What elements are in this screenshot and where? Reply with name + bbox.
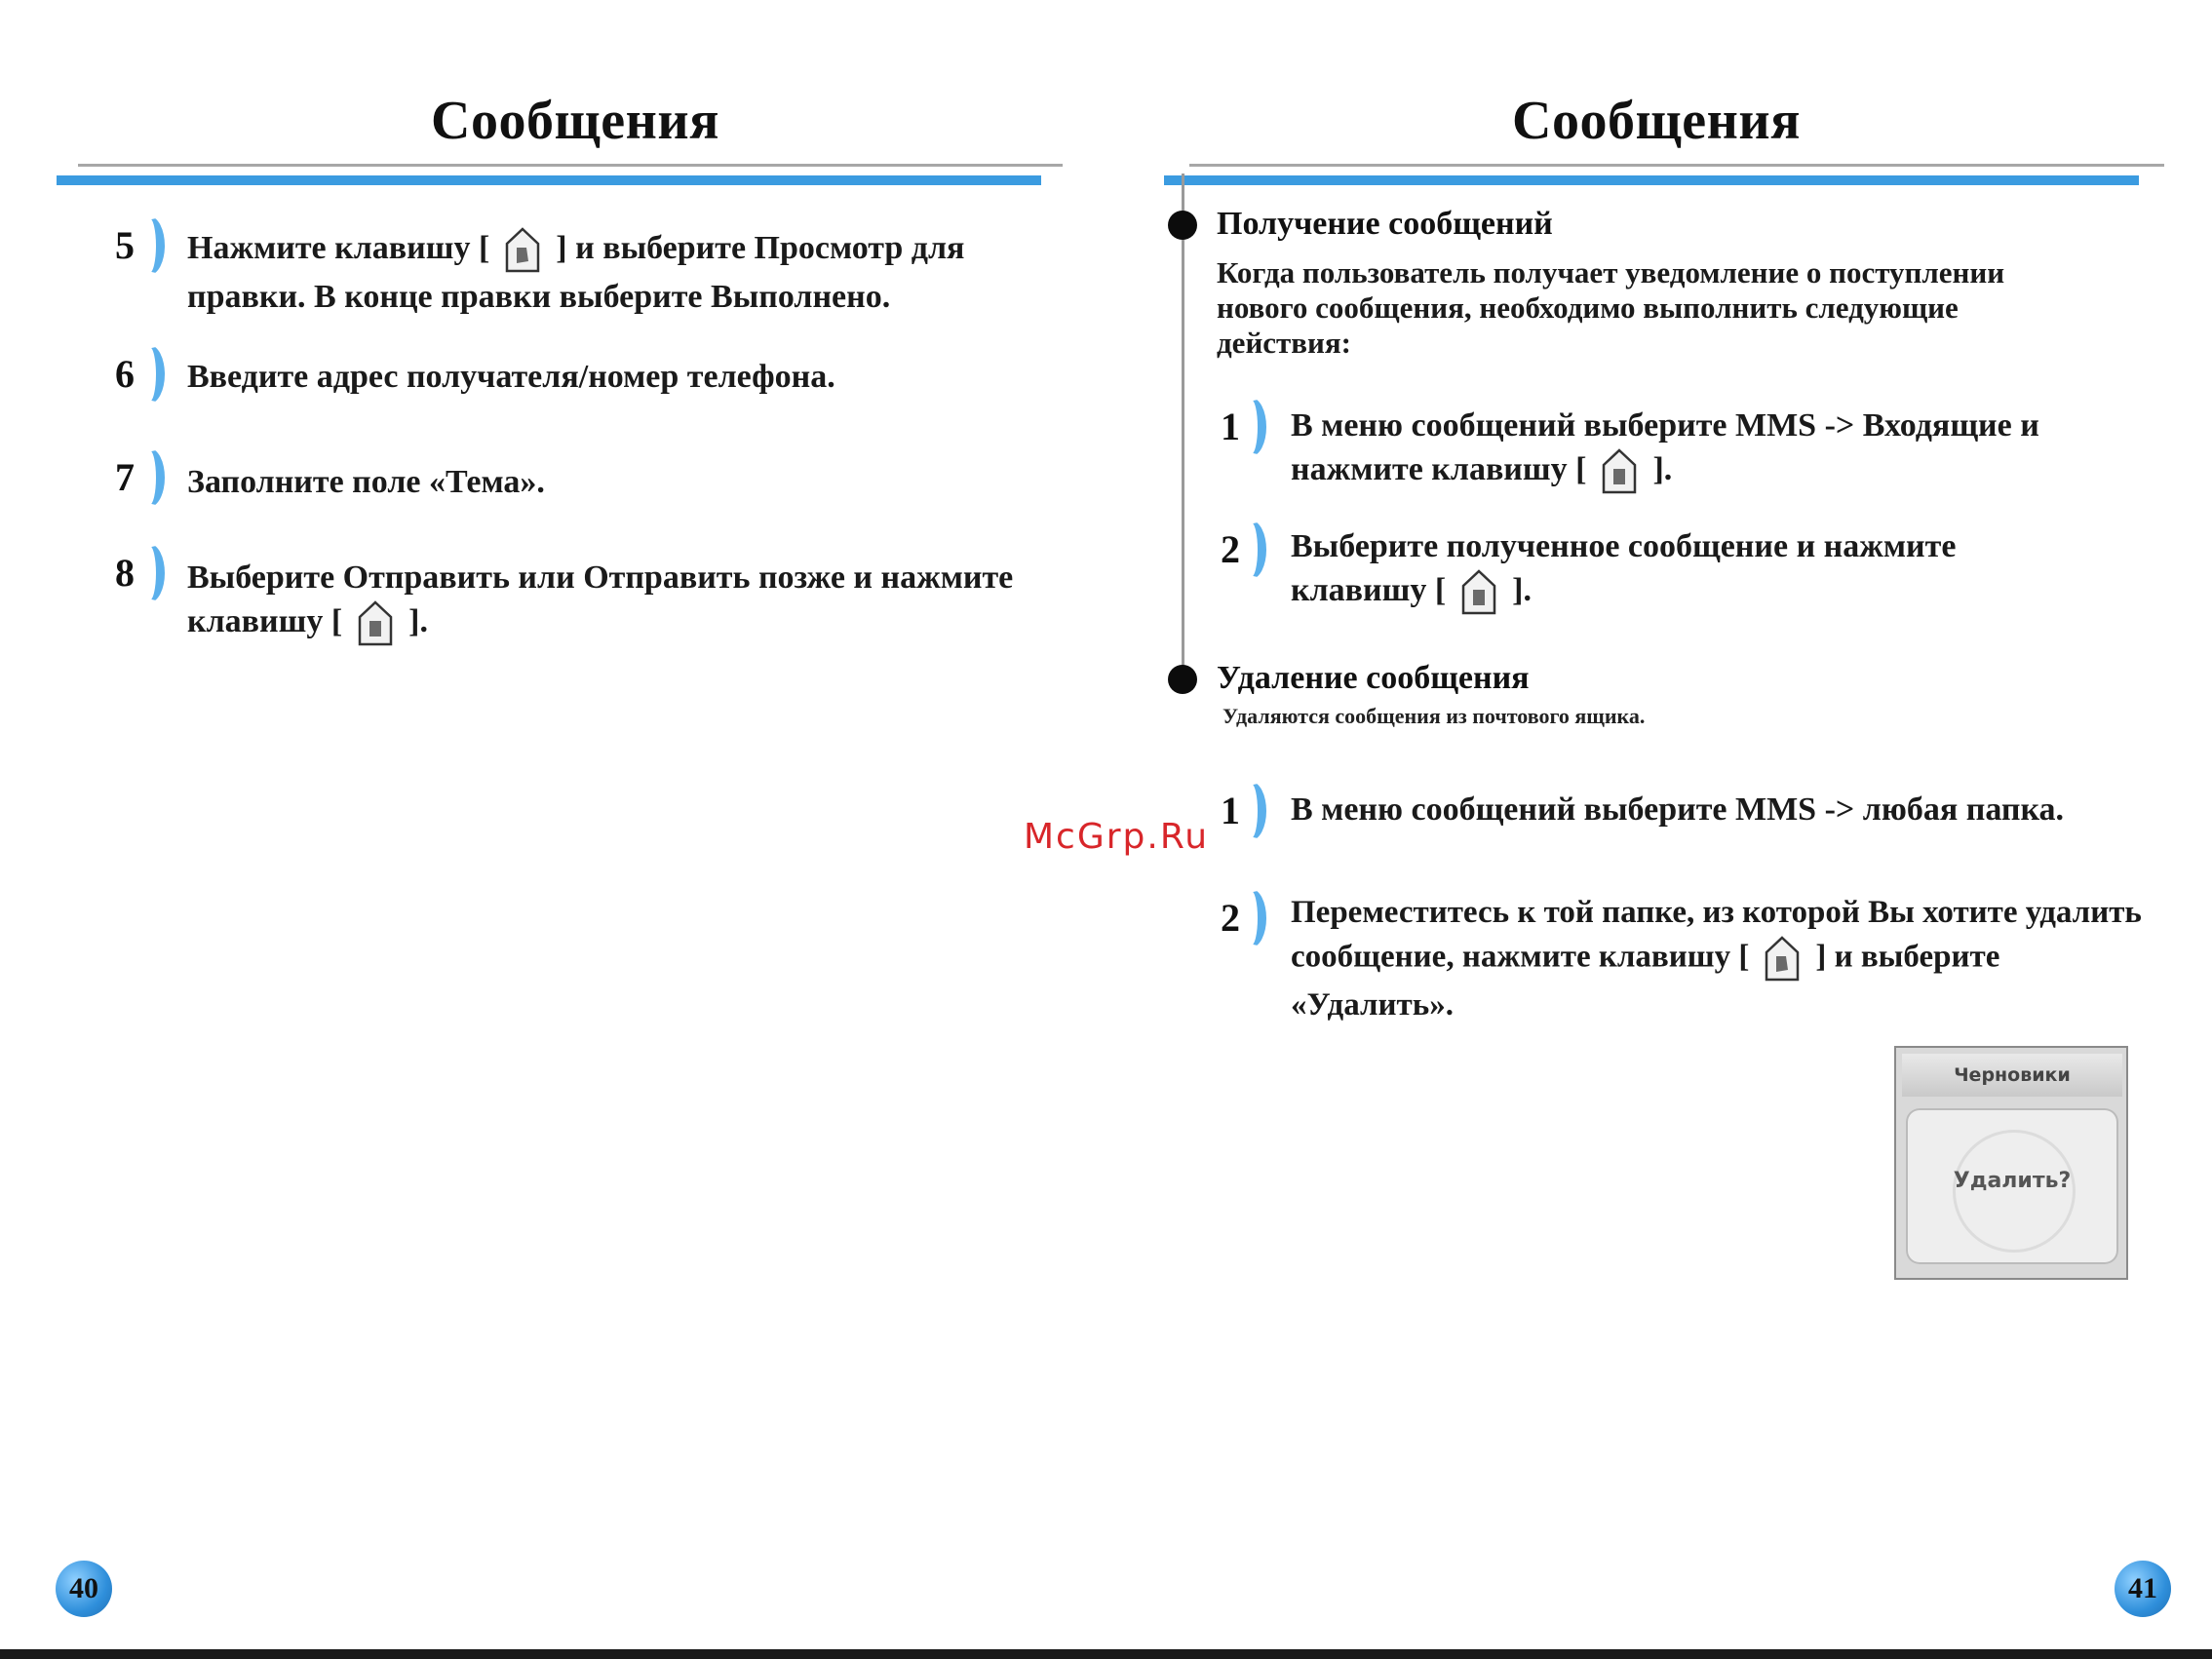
page-number: 41 (2115, 1561, 2171, 1617)
step-text (187, 226, 1065, 319)
step-arc-decoration (135, 448, 165, 507)
phone-screen-header: Черновики (1902, 1054, 2122, 1097)
step-text-part: ]. (1512, 572, 1532, 608)
title-rule-gray (1189, 164, 2164, 167)
phone-screen-illustration (1894, 1046, 2128, 1280)
phone-dialog (1906, 1108, 2118, 1264)
page-title: Сообщения (1512, 91, 1801, 151)
step-number: 2 (1221, 896, 1240, 940)
section-vertical-line (1182, 174, 1184, 680)
step-text-part: ]. (1652, 451, 1673, 487)
title-rule-blue (1164, 175, 2139, 185)
step-text-part: Переместитесь к той папке, из которой Вы хотите удалить (1291, 895, 2142, 930)
step-number: 5 (115, 223, 135, 267)
section-bullet (1168, 211, 1197, 240)
right-soft-key-icon (356, 599, 395, 648)
step-arc-decoration (1236, 889, 1266, 947)
step-arc-decoration (1236, 782, 1266, 840)
step-arc-decoration (135, 544, 165, 602)
step-number: 6 (115, 352, 135, 396)
step-text-part: Выберите полученное сообщение и нажмите (1291, 528, 1957, 564)
section-subtitle: Удаляются сообщения из почтового ящика. (1222, 704, 1646, 728)
right-soft-key-icon (1600, 447, 1639, 496)
left-soft-key-icon (503, 226, 542, 275)
title-rule-blue (57, 175, 1041, 185)
step-text (1291, 404, 2168, 496)
right-page (1106, 0, 2212, 1659)
step-text: Введите адрес получателя/номер телефона. (187, 359, 835, 395)
paragraph-line: нового сообщения, необходимо выполнить следующие (1217, 290, 1959, 325)
section-heading: Удаление сообщения (1217, 660, 1530, 696)
section-heading: Получение сообщений (1217, 206, 1553, 242)
step-text-part: ] и выберите (1815, 939, 2000, 975)
step-text-part: В меню сообщений выберите MMS -> Входящие и (1291, 407, 2039, 444)
step-text: Заполните поле «Тема». (187, 464, 545, 500)
step-text (1291, 891, 2212, 1027)
step-arc-decoration (1236, 398, 1266, 456)
page-title: Сообщения (431, 91, 719, 151)
page-number: 40 (56, 1561, 112, 1617)
left-soft-key-icon (1763, 935, 1802, 984)
step-text-part: «Удалить». (1291, 987, 1454, 1022)
step-arc-decoration (135, 216, 165, 275)
watermark: McGrp.Ru (1024, 817, 1210, 857)
step-arc-decoration (1236, 521, 1266, 579)
step-number: 1 (1221, 405, 1240, 448)
step-number: 7 (115, 455, 135, 499)
step-arc-decoration (135, 345, 165, 404)
right-soft-key-icon (1459, 568, 1498, 617)
paragraph-line: действия: (1217, 326, 1351, 360)
step-text (1291, 524, 2168, 617)
title-rule-gray (78, 164, 1063, 167)
bottom-border (0, 1649, 2212, 1659)
paragraph-line: Когда пользователь получает уведомление о поступлении (1217, 255, 2005, 289)
step-text-part: Выберите Отправить или Отправить позже и нажмите (187, 559, 1014, 596)
phone-dialog-prompt: Удалить? (1953, 1169, 2072, 1193)
step-text-part: ]. (408, 603, 428, 639)
step-text-part: правки. В конце правки выберите Выполнено. (187, 279, 891, 316)
step-text-part: сообщение, нажмите клавишу [ (1291, 939, 1750, 975)
step-text-part: ] и выберите Просмотр для (556, 230, 965, 266)
step-text-part: клавишу [ (187, 603, 343, 639)
step-text (187, 556, 1094, 648)
step-text-part: Нажмите клавишу [ (187, 230, 490, 266)
section-paragraph (1217, 255, 2143, 361)
section-bullet (1168, 665, 1197, 694)
step-number: 8 (115, 551, 135, 595)
step-text-part: клавишу [ (1291, 572, 1447, 608)
step-text-part: нажмите клавишу [ (1291, 451, 1587, 487)
step-number: 1 (1221, 789, 1240, 832)
step-text: В меню сообщений выберите MMS -> любая папка. (1291, 791, 2065, 828)
step-number: 2 (1221, 527, 1240, 571)
